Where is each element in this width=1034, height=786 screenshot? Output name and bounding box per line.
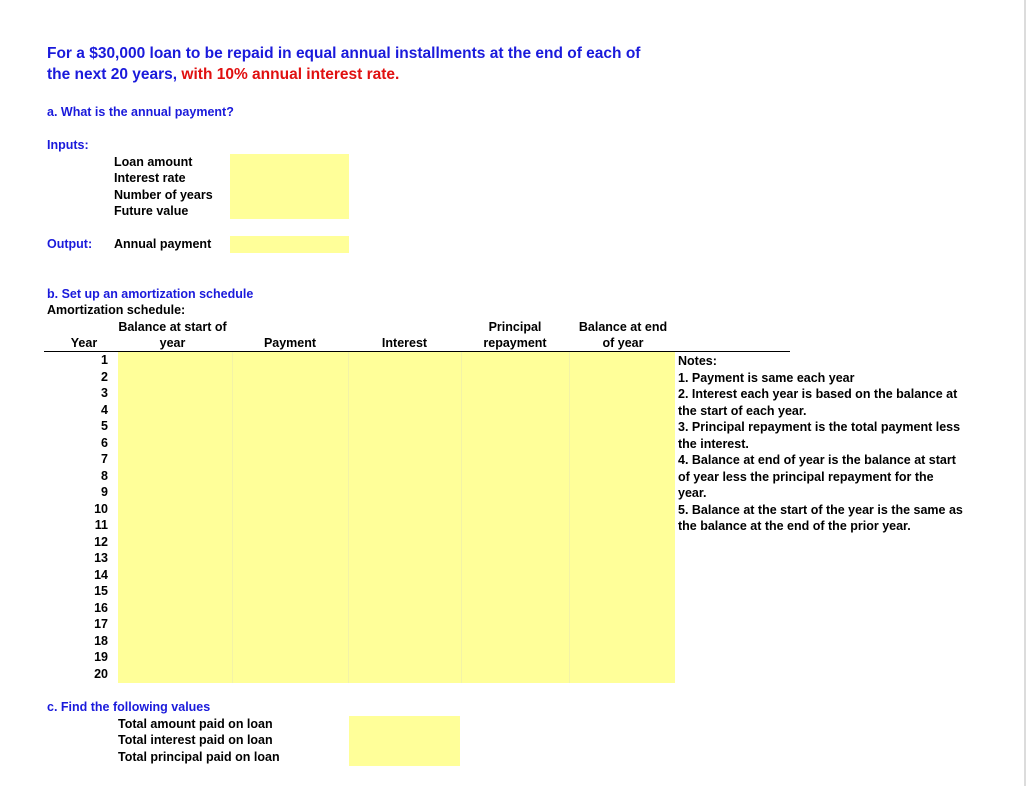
loan-amount-cell[interactable] [230,154,349,170]
note-4: 4. Balance at end of year is the balance at start of year less the principal repayment for the year. [678,453,956,500]
year-15: 15 [94,584,108,598]
year-18: 18 [94,633,108,648]
schedule-entry-area[interactable] [118,352,675,683]
future-value-cell[interactable] [230,203,349,219]
header-balance-end-line2: of year [602,336,644,350]
input-label-loan-amount: Loan amount [114,155,193,169]
scrollbar-edge [1024,0,1026,786]
number-of-years-cell[interactable] [230,186,349,203]
header-principal-line1: Principal [488,320,542,334]
inputs-entry-area[interactable] [230,154,349,219]
note-3: 3. Principal repayment is the total payment less the interest. [678,420,961,451]
totals-entry-area[interactable] [349,716,460,766]
year-7: 7 [101,452,108,466]
year-20: 20 [94,666,108,681]
header-balance-end-line1: Balance at end [578,320,668,334]
year-2: 2 [101,369,108,384]
note-5: 5. Balance at the start of the year is the same as the balance at the end of the prior year. [678,502,963,533]
problem-title-line1: For a $30,000 loan to be repaid in equal annual installments at the end of each of [47,45,641,62]
header-principal-line2: repayment [483,336,547,350]
input-label-number-of-years: Number of years [114,188,213,202]
notes-title: Notes: [678,354,717,368]
year-5: 5 [101,419,108,433]
year-14: 14 [94,567,108,582]
year-19: 19 [94,650,108,664]
header-interest: Interest [381,336,428,350]
annual-payment-cell[interactable] [230,236,349,253]
problem-title-line2 [47,64,399,85]
part-b-question: b. Set up an amortization schedule [47,287,254,301]
input-label-interest-rate: Interest rate [114,171,186,185]
total-amount-label: Total amount paid on loan [118,717,273,731]
problem-title-prefix: the next 20 years, [47,66,178,83]
year-6: 6 [101,435,108,450]
year-9: 9 [101,485,108,499]
year-10: 10 [94,501,108,516]
header-balance-start-line2: year [159,336,186,350]
note-2: 2. Interest each year is based on the balance at the start of each year. [678,387,958,418]
header-balance-start-line1: Balance at start of [118,320,227,334]
total-principal-label: Total principal paid on loan [118,750,280,764]
inputs-label: Inputs: [47,138,89,152]
header-payment: Payment [263,336,317,350]
interest-rate-highlight: with 10% annual interest rate. [177,66,400,83]
year-17: 17 [94,617,108,631]
interest-rate-cell[interactable] [230,170,349,186]
year-11: 11 [94,518,108,532]
part-a-question: a. What is the annual payment? [47,105,234,119]
year-12: 12 [94,534,108,549]
year-8: 8 [101,468,108,483]
note-1: 1. Payment is same each year [678,370,855,385]
output-label: Output: [47,237,93,251]
header-year: Year [70,336,98,350]
year-3: 3 [101,386,108,400]
year-4: 4 [101,402,108,417]
year-1: 1 [101,353,108,367]
input-label-future-value: Future value [114,204,189,218]
notes-panel [678,353,963,535]
total-interest-label: Total interest paid on loan [118,733,273,747]
year-13: 13 [94,551,108,565]
year-16: 16 [94,600,108,615]
output-label-annual-payment: Annual payment [114,237,212,251]
amortization-schedule-label: Amortization schedule: [47,303,186,317]
part-c-question: c. Find the following values [47,700,211,714]
